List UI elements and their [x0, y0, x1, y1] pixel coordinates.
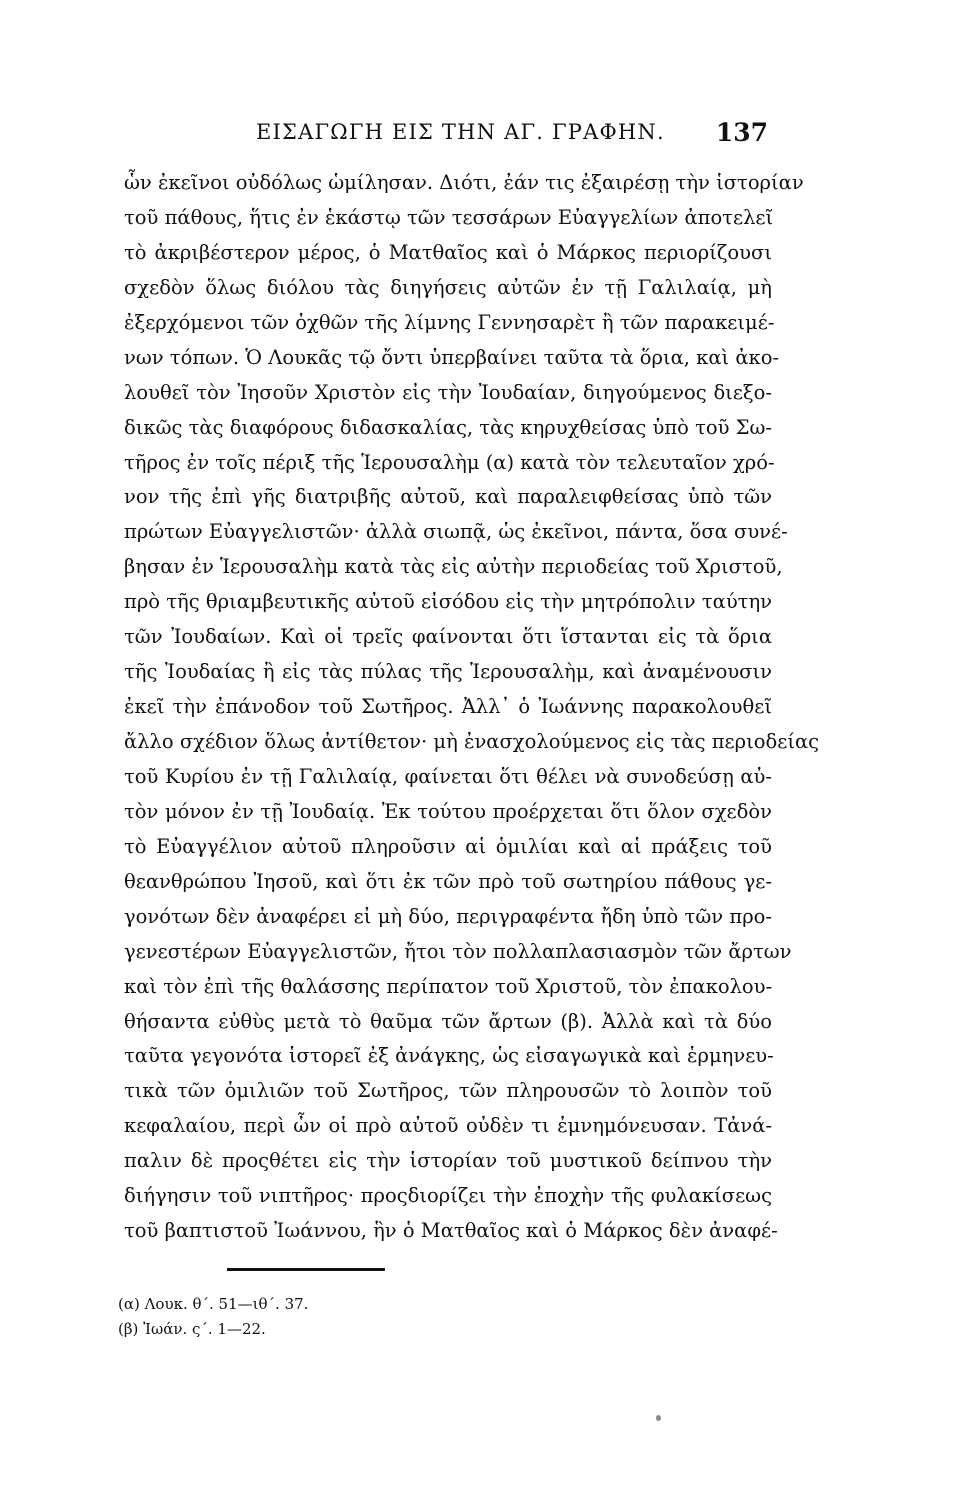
text-line: λουθεῖ τὸν Ἰησοῦν Χριστὸν εἰς τὴν Ἰουδαίαν, διηγούμενος διεξο- [124, 380, 772, 404]
text-line: τῆς Ἰουδαίας ἢ εἰς τὰς πύλας τῆς Ἱερουσαλὴμ, καὶ ἀναμένουσιν [124, 660, 772, 684]
text-line: καὶ τὸν ἐπὶ τῆς θαλάσσης περίπατον τοῦ Χριστοῦ, τὸν ἐπακολου- [124, 974, 773, 998]
body-text [124, 166, 820, 1249]
footnote-beta: (β) Ἰωάν. ς΄. 1—22. [118, 1320, 266, 1338]
text-line: ἄλλο σχέδιον ὅλως ἀντίθετον· μὴ ἐνασχολούμενος εἰς τὰς περιοδείας [124, 730, 820, 753]
text-line: τοῦ βαπτιστοῦ Ἰωάννου, ἣν ὁ Ματθαῖος καὶ ὁ Μάρκος δὲν ἀναφέ- [124, 1219, 778, 1243]
text-line: τὸν μόνον ἐν τῇ Ἰουδαίᾳ. Ἐκ τούτου προέρχεται ὅτι ὅλον σχεδὸν [124, 799, 772, 823]
text-line: κεφαλαίου, περὶ ὧν οἱ πρὸ αὐτοῦ οὐδὲν τι ἐμνημόνευσαν. Τἀνά- [124, 1114, 772, 1138]
footnotes [118, 1292, 538, 1342]
text-line: βησαν ἐν Ἱερουσαλὴμ κατὰ τὰς εἰς αὐτὴν περιοδείας τοῦ Χριστοῦ, [124, 555, 783, 579]
running-header [256, 118, 776, 150]
text-line: γονότων δὲν ἀναφέρει εἰ μὴ δύο, περιγραφέντα ἤδη ὑπὸ τῶν προ- [124, 904, 772, 928]
text-line: διήγησιν τοῦ νιπτῆρος· προςδιορίζει τὴν ἐποχὴν τῆς φυλακίσεως [124, 1184, 772, 1208]
text-line: τὸ ἀκριβέστερον μέρος, ὁ Ματθαῖος καὶ ὁ Μάρκος περιορίζουσι [124, 240, 772, 264]
text-line: πρώτων Εὐαγγελιστῶν· ἀλλὰ σιωπᾷ, ὡς ἐκεῖνοι, πάντα, ὅσα συνέ- [124, 520, 788, 544]
text-line: ἐκεῖ τὴν ἐπάνοδον τοῦ Σωτῆρος. Ἀλλ᾽ ὁ Ἰωάννης παρακολουθεῖ [124, 695, 772, 719]
text-line: δικῶς τὰς διαφόρους διδασκαλίας, τὰς κηρυχθείσας ὑπὸ τοῦ Σω- [124, 415, 772, 439]
text-line: παλιν δὲ προςθέτει εἰς τὴν ἱστορίαν τοῦ μυστικοῦ δείπνου τὴν [124, 1149, 772, 1173]
text-line: θεανθρώπου Ἰησοῦ, καὶ ὅτι ἐκ τῶν πρὸ τοῦ σωτηρίου πάθους γε- [124, 869, 772, 893]
text-line: ταῦτα γεγονότα ἱστορεῖ ἐξ ἀνάγκης, ὡς εἰσαγωγικὰ καὶ ἑρμηνευ- [124, 1044, 774, 1068]
text-line: νων τόπων. Ὁ Λουκᾶς τῷ ὄντι ὑπερβαίνει ταῦτα τὰ ὅρια, καὶ ἀκο- [124, 345, 780, 369]
text-line: ὧν ἐκεῖνοι οὐδόλως ὡμίλησαν. Διότι, ἐάν τις ἐξαιρέσῃ τὴν ἱστορίαν [124, 171, 804, 194]
text-line: σχεδὸν ὅλως διόλου τὰς διηγήσεις αὐτῶν ἐν τῇ Γαλιλαίᾳ, μὴ [124, 275, 772, 299]
footnote-alpha: (α) Λουκ. θ΄. 51—ιθ΄. 37. [118, 1295, 309, 1313]
text-line: θήσαντα εὐθὺς μετὰ τὸ θαῦμα τῶν ἄρτων (β). Ἀλλὰ καὶ τὰ δύο [124, 1009, 772, 1033]
text-line: τοῦ Κυρίου ἐν τῇ Γαλιλαίᾳ, φαίνεται ὅτι θέλει νὰ συνοδεύσῃ αὐ- [124, 764, 772, 788]
text-line: τὸ Εὐαγγέλιον αὐτοῦ πληροῦσιν αἱ ὁμιλίαι καὶ αἱ πράξεις τοῦ [124, 834, 772, 858]
page-number: 137 [715, 118, 768, 147]
text-line: γενεστέρων Εὐαγγελιστῶν, ἤτοι τὸν πολλαπλασιασμὸν τῶν ἄρτων [124, 939, 792, 963]
running-title: ΕΙΣΑΓΩΓΗ ΕΙΣ ΤΗΝ ΑΓ. ΓΡΑΦΗΝ. [256, 120, 665, 144]
text-line: ἐξερχόμενοι τῶν ὀχθῶν τῆς λίμνης Γεννησαρὲτ ἢ τῶν παρακειμέ- [124, 310, 775, 334]
ink-speck [656, 1415, 661, 1421]
text-line: τῶν Ἰουδαίων. Καὶ οἱ τρεῖς φαίνονται ὅτι ἵστανται εἰς τὰ ὅρια [124, 625, 772, 649]
text-line: πρὸ τῆς θριαμβευτικῆς αὐτοῦ εἰσόδου εἰς τὴν μητρόπολιν ταύτην [124, 590, 772, 614]
text-line: τοῦ πάθους, ἥτις ἐν ἑκάστῳ τῶν τεσσάρων Εὐαγγελίων ἀποτελεῖ [124, 205, 774, 229]
text-line: τικὰ τῶν ὁμιλιῶν τοῦ Σωτῆρος, τῶν πληρουσῶν τὸ λοιπὸν τοῦ [124, 1079, 772, 1103]
footnote-divider [227, 1268, 385, 1271]
text-line: νον τῆς ἐπὶ γῆς διατριβῆς αὐτοῦ, καὶ παραλειφθείσας ὑπὸ τῶν [124, 485, 772, 509]
text-line: τῆρος ἐν τοῖς πέριξ τῆς Ἱερουσαλὴμ (α) κατὰ τὸν τελευταῖον χρό- [124, 450, 775, 474]
